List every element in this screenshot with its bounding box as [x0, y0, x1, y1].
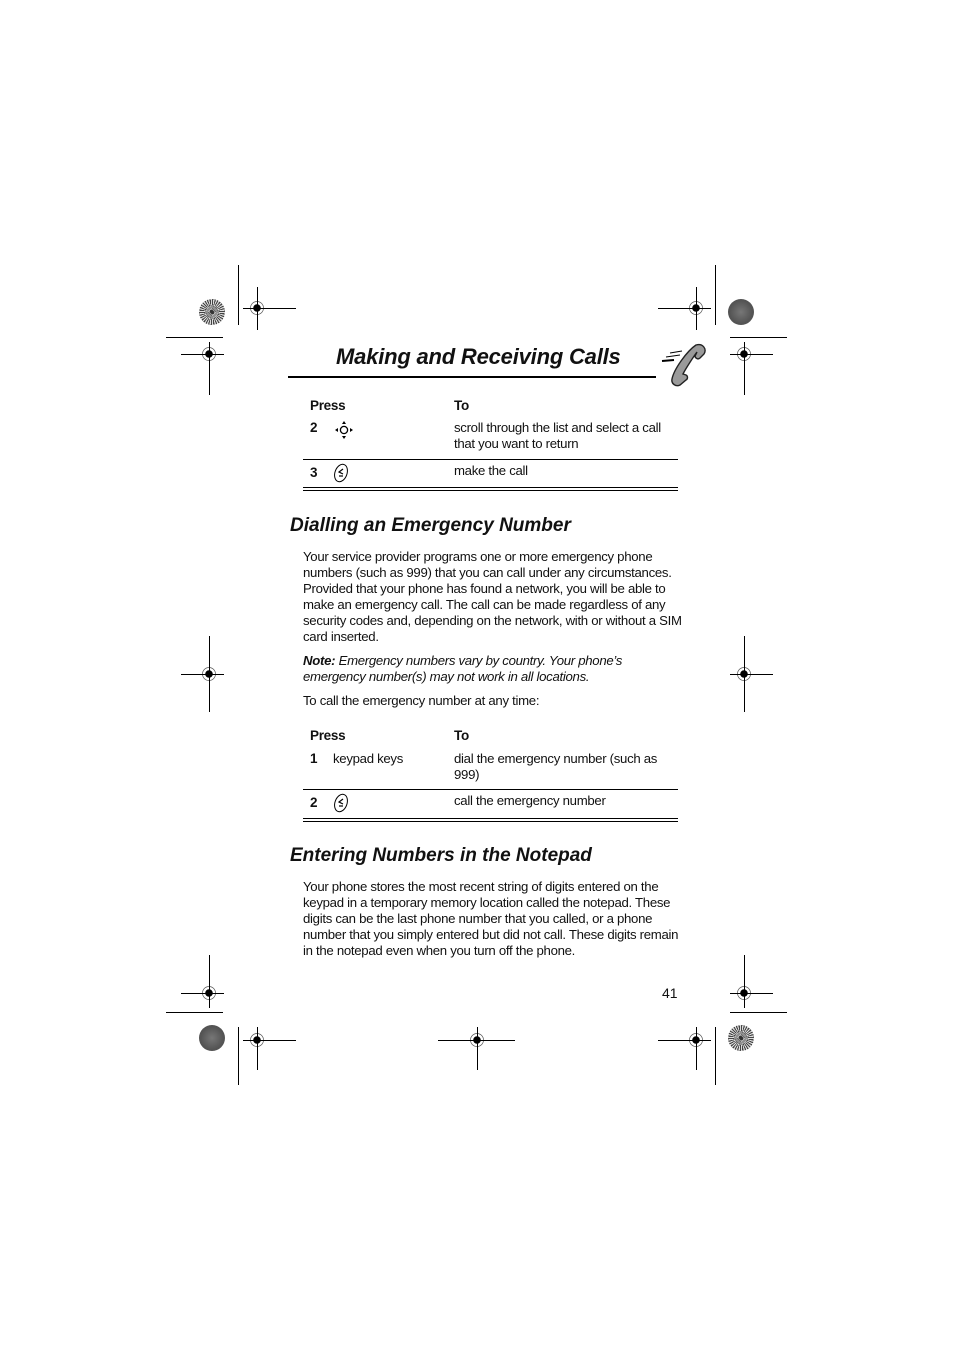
- table-bottom-rule: [303, 487, 678, 488]
- crop-mark: [209, 342, 210, 395]
- emergency-intro: To call the emergency number at any time:: [303, 693, 540, 708]
- press-to-table-2: [303, 728, 678, 824]
- title-underline: [288, 376, 656, 378]
- crop-mark: [730, 674, 773, 675]
- crop-mark: [477, 1027, 478, 1070]
- crop-mark: [696, 287, 697, 330]
- phone-handset-icon: [660, 342, 710, 388]
- crop-mark: [715, 1027, 716, 1085]
- color-rosette-icon: [199, 299, 225, 325]
- crop-mark: [166, 337, 223, 338]
- crop-mark: [696, 1027, 697, 1070]
- crop-mark: [166, 1012, 223, 1013]
- step-number: 2: [310, 420, 318, 435]
- crop-mark: [209, 636, 210, 712]
- section-heading-notepad: Entering Numbers in the Notepad: [290, 845, 592, 866]
- column-header-press: Press: [310, 398, 346, 413]
- table-bottom-rule: [303, 821, 678, 822]
- crop-mark: [209, 955, 210, 1008]
- to-description: call the emergency number: [454, 793, 606, 808]
- crop-mark: [181, 674, 224, 675]
- crop-mark: [744, 955, 745, 1008]
- navigation-key-icon: [334, 420, 354, 440]
- crop-mark: [181, 354, 224, 355]
- crop-mark: [744, 342, 745, 395]
- to-description: scroll through the list and select a call that you want to return: [454, 420, 661, 451]
- press-to-table-1: [303, 398, 678, 494]
- crop-mark: [238, 1027, 239, 1085]
- crop-mark: [744, 636, 745, 712]
- crop-mark: [257, 1027, 258, 1070]
- crop-mark: [730, 1012, 787, 1013]
- crop-mark: [257, 287, 258, 330]
- to-description: dial the emergency number (such as 999): [454, 751, 658, 782]
- column-header-press: Press: [310, 728, 346, 743]
- step-number: 1: [310, 751, 318, 766]
- note-label: Note:: [303, 653, 336, 668]
- emergency-note: [303, 653, 683, 685]
- notepad-paragraph: Your phone stores the most recent string of digits entered on the keypad in a temporary memory location called the notepad. These digits can be the last phone number that you called, or a phone number that you simply entered but did not call. These digits remain in the notepad even when you turn off the phone.: [303, 879, 679, 958]
- crop-mark: [658, 308, 711, 309]
- crop-mark: [715, 265, 716, 325]
- column-header-to: To: [454, 398, 469, 413]
- crop-mark: [181, 993, 224, 994]
- color-rosette-icon: [728, 299, 754, 325]
- color-rosette-icon: [728, 1025, 754, 1051]
- crop-mark: [730, 337, 787, 338]
- table-bottom-rule: [303, 490, 678, 491]
- column-header-to: To: [454, 728, 469, 743]
- to-description: make the call: [454, 463, 528, 478]
- emergency-paragraph: Your service provider programs one or more emergency phone numbers (such as 999) that you can call under any circumstances. Provided that your phone has found a network, you will be able to make an emergency call. The call can be made regardless of any security codes and, depending on the network, with or without a SIM card inserted.: [303, 549, 682, 644]
- section-heading-emergency: Dialling an Emergency Number: [290, 515, 571, 536]
- row-divider: [303, 459, 678, 460]
- press-text: keypad keys: [333, 751, 404, 766]
- step-number: 3: [310, 465, 318, 480]
- crop-mark: [658, 1040, 711, 1041]
- page-number: 41: [662, 985, 678, 1001]
- color-rosette-icon: [199, 1025, 225, 1051]
- crop-mark: [730, 354, 773, 355]
- send-key-icon: [333, 792, 349, 814]
- row-divider: [303, 789, 678, 790]
- crop-mark: [730, 993, 773, 994]
- crop-mark: [238, 265, 239, 325]
- crop-mark: [243, 308, 296, 309]
- send-key-icon: [333, 462, 349, 484]
- table-bottom-rule: [303, 818, 678, 819]
- crop-mark: [243, 1040, 296, 1041]
- page-title: Making and Receiving Calls: [336, 344, 621, 369]
- step-number: 2: [310, 795, 318, 810]
- note-text: Emergency numbers vary by country. Your phone’s emergency number(s) may not work in all locations.: [303, 653, 623, 684]
